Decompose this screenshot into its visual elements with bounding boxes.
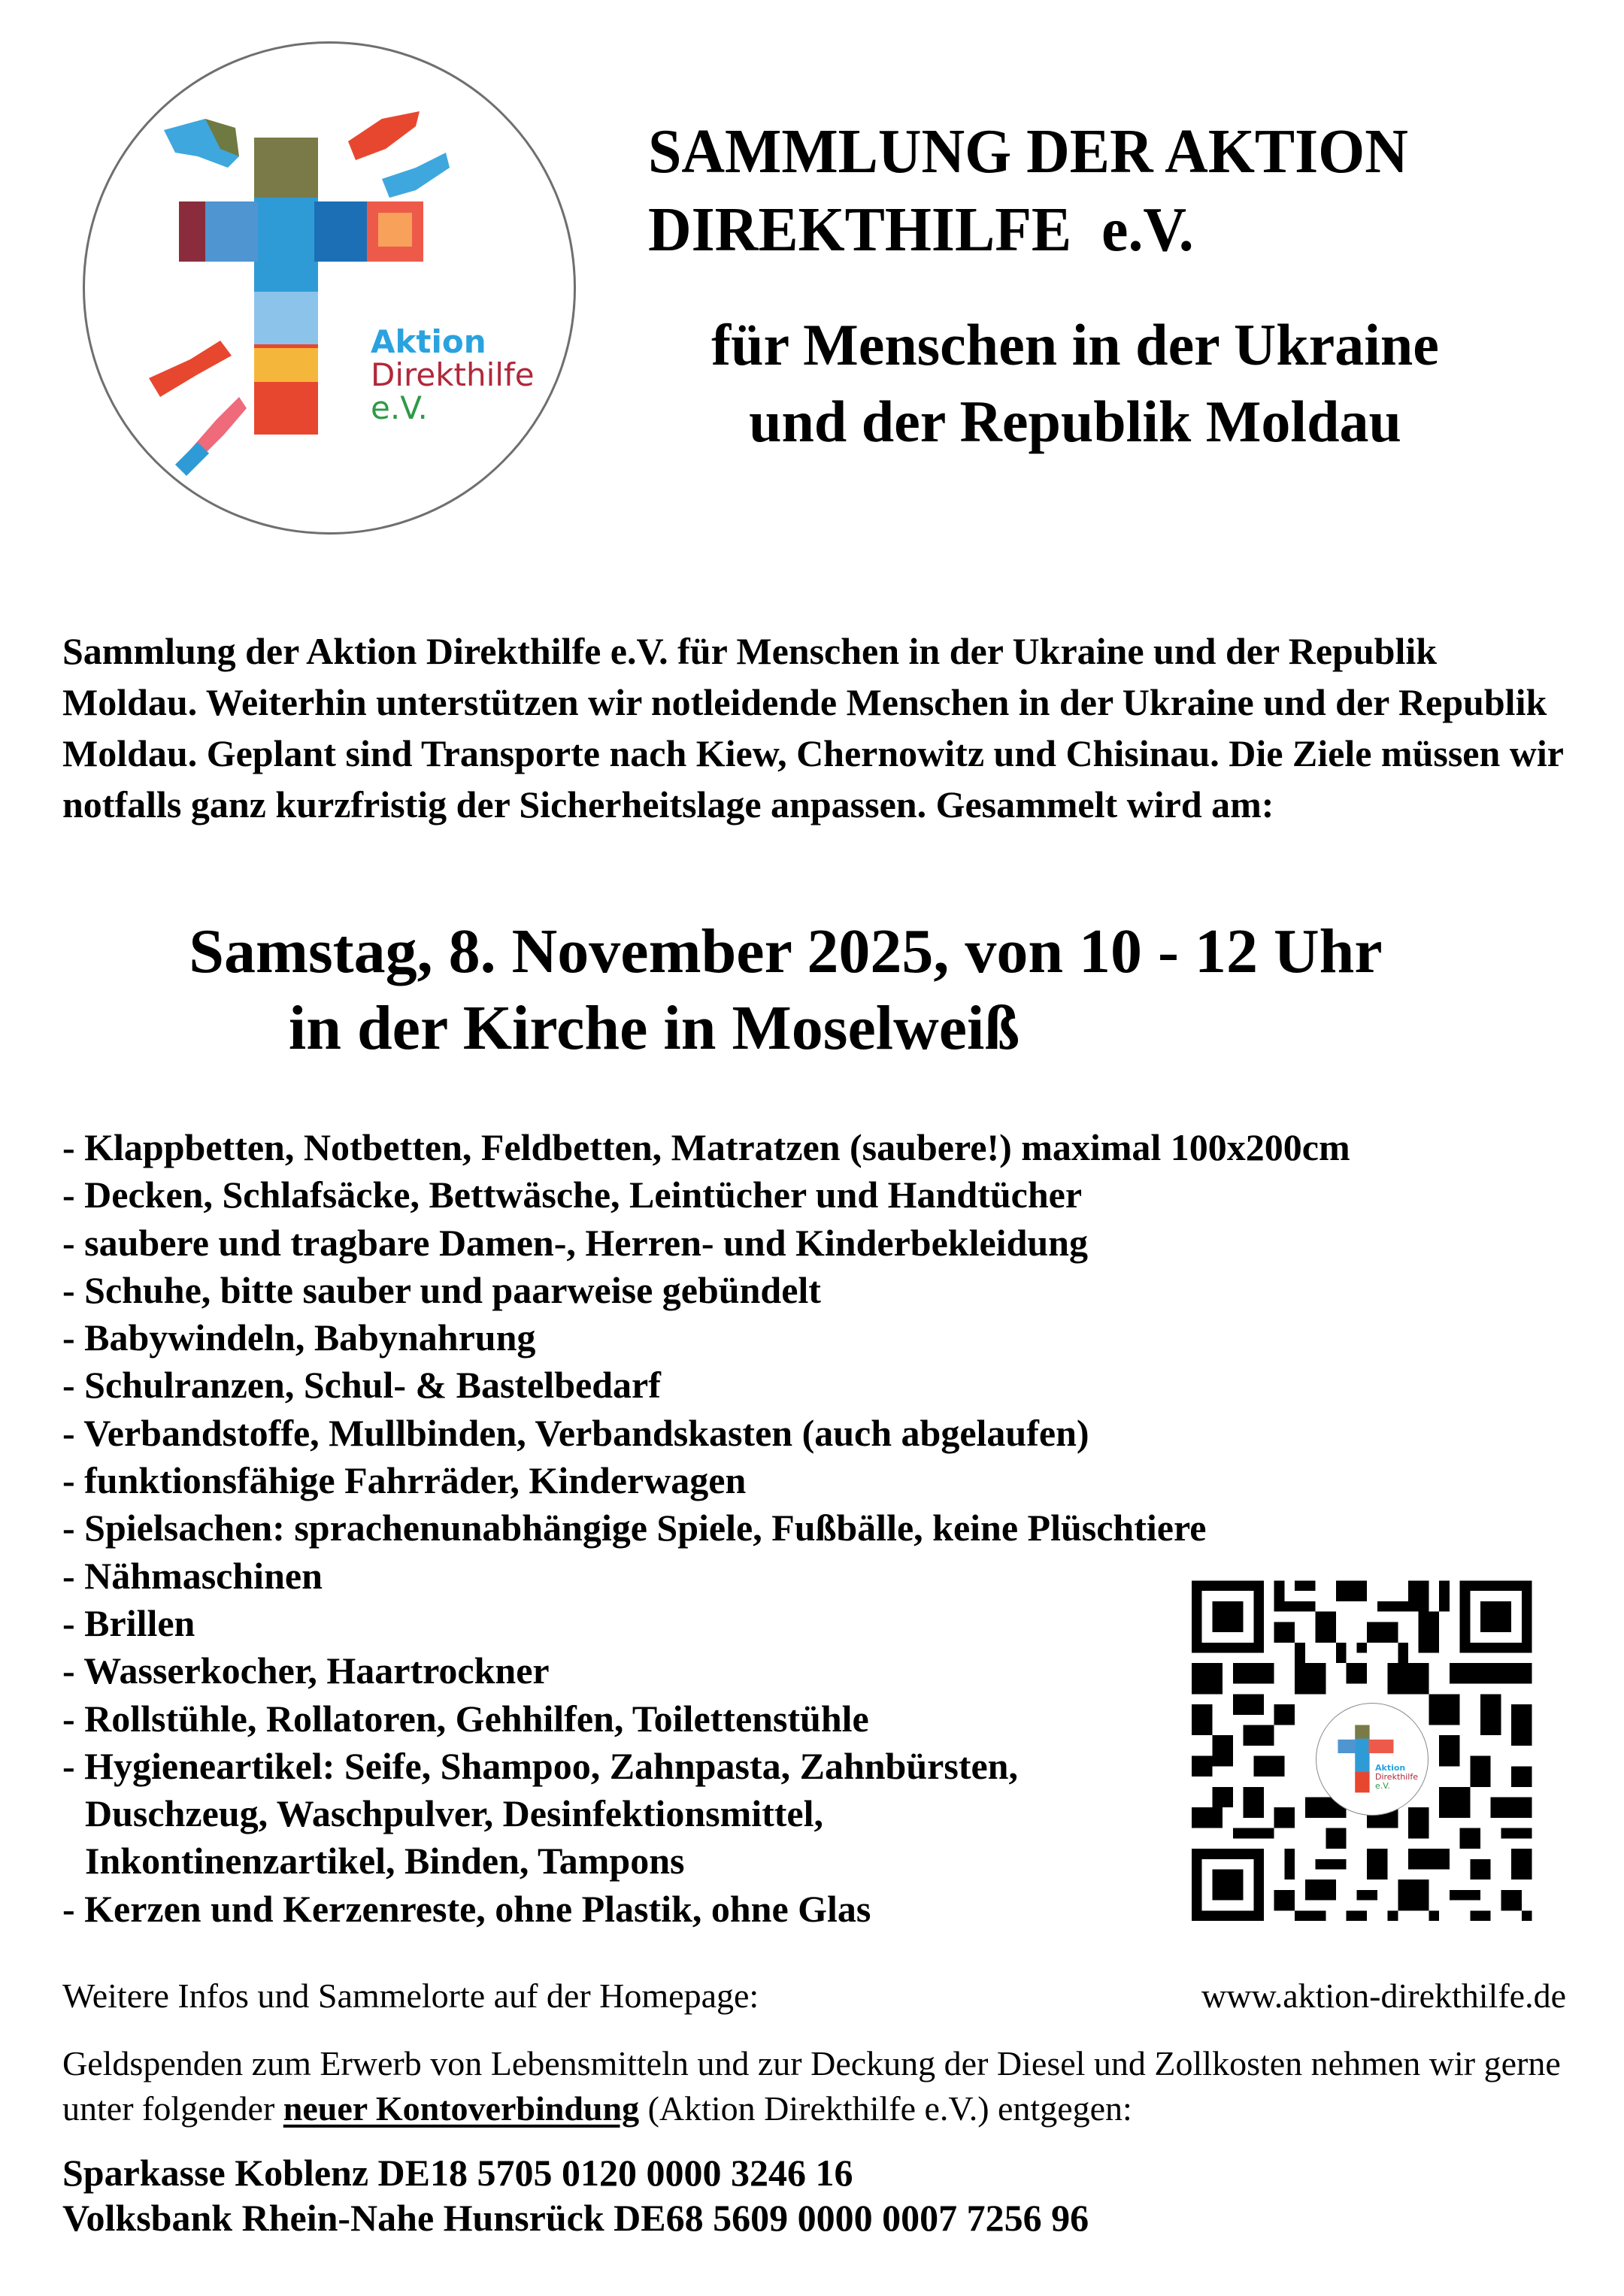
list-item: - Spielsachen: sprachenunabhängige Spiele, Fußbälle, keine Plüschtiere	[62, 1507, 1207, 1549]
subtitle-line-2: und der Republik Moldau	[749, 389, 1401, 454]
donation-text-before: Geldspenden zum Erwerb von Lebensmitteln und zur Deckung der Diesel und Zollkosten nehmen wir gerne unter folgender	[62, 2044, 1561, 2128]
bank-accounts	[62, 2150, 1566, 2240]
list-item: - Kerzen und Kerzenreste, ohne Plastik, ohne Glas	[62, 1887, 871, 1930]
logo-line-ev: e.V.	[371, 389, 428, 426]
logo-line-direkthilfe: Direkthilfe	[371, 356, 535, 393]
title-line-1: SAMMLUNG DER AKTION	[648, 117, 1408, 186]
list-item: - Wasserkocher, Haartrockner	[62, 1649, 550, 1692]
donation-text-after: (Aktion Direkthilfe e.V.) entgegen:	[639, 2089, 1132, 2128]
list-item: - Brillen	[62, 1601, 195, 1644]
list-item: - Klappbetten, Notbetten, Feldbetten, Matratzen (saubere!) maximal 100x200cm	[62, 1126, 1350, 1168]
title-line-2: DIREKTHILFE e.V.	[648, 195, 1194, 265]
homepage-link[interactable]: www.aktion-direkthilfe.de	[1201, 1976, 1566, 2015]
qr-code[interactable]	[1192, 1579, 1553, 1943]
list-item: - Schuhe, bitte sauber und paarweise gebündelt	[62, 1268, 821, 1311]
event-details	[60, 913, 1564, 1067]
homepage-label: Weitere Infos und Sammelorte auf der Homepage:	[62, 1976, 759, 2015]
list-item: - Nähmaschinen	[62, 1554, 323, 1597]
list-item: - funktionsfähige Fahrräder, Kinderwagen	[62, 1459, 747, 1502]
page-subtitle	[624, 307, 1526, 460]
bank-account-volksbank: Volksbank Rhein-Nahe Hunsrück DE68 5609 0000 0007 7256 96	[62, 2197, 1089, 2239]
donation-paragraph	[62, 2041, 1589, 2131]
list-item: - Babywindeln, Babynahrung	[62, 1316, 536, 1359]
list-item-continuation: Duschzeug, Waschpulver, Desinfektionsmittel,	[85, 1792, 824, 1835]
qr-center-logo	[1316, 1703, 1429, 1816]
qr-logo-text: Aktion Direkthilfe e.V.	[1375, 1763, 1418, 1791]
event-location: in der Kirche in Moselweiß	[288, 993, 1020, 1063]
logo-line-aktion: Aktion	[371, 323, 486, 360]
list-item: - Schulranzen, Schul- & Bastelbedarf	[62, 1364, 661, 1407]
donation-emphasis: neuer Kontoverbindung	[283, 2089, 640, 2128]
hands-cross-icon	[1316, 1704, 1428, 1815]
subtitle-line-1: für Menschen in der Ukraine	[711, 312, 1439, 377]
organization-logo	[83, 41, 576, 535]
page-title	[648, 113, 1534, 269]
list-item: - saubere und tragbare Damen-, Herren- und Kinderbekleidung	[62, 1221, 1088, 1264]
list-item-continuation: Inkontinenzartikel, Binden, Tampons	[85, 1840, 685, 1883]
bank-account-sparkasse: Sparkasse Koblenz DE18 5705 0120 0000 3246 16	[62, 2152, 853, 2194]
list-item: - Verbandstoffe, Mullbinden, Verbandskasten (auch abgelaufen)	[62, 1411, 1089, 1454]
logo-wordmark	[371, 323, 535, 426]
homepage-info	[62, 1975, 1566, 2017]
hands-cross-icon	[85, 44, 574, 532]
list-item: - Decken, Schlafsäcke, Bettwäsche, Leintücher und Handtücher	[62, 1174, 1083, 1216]
list-item: - Hygieneartikel: Seife, Shampoo, Zahnpasta, Zahnbürsten,	[62, 1744, 1018, 1787]
intro-paragraph: Sammlung der Aktion Direkthilfe e.V. für Menschen in der Ukraine und der Republik Moldau. Weiterhin unterstützen wir notleidende Menschen in der Ukraine und der Republik Moldau. Geplant sind Transporte nach Kiew, Chernowitz und Chisinau. Die Ziele müssen wir notfalls ganz kurzfristig der Sicherheitslage anpassen. Gesammelt wird am:	[62, 630, 1564, 825]
list-item: - Rollstühle, Rollatoren, Gehhilfen, Toilettenstühle	[62, 1697, 869, 1740]
event-date: Samstag, 8. November 2025, von 10 - 12 Uhr	[189, 916, 1383, 986]
